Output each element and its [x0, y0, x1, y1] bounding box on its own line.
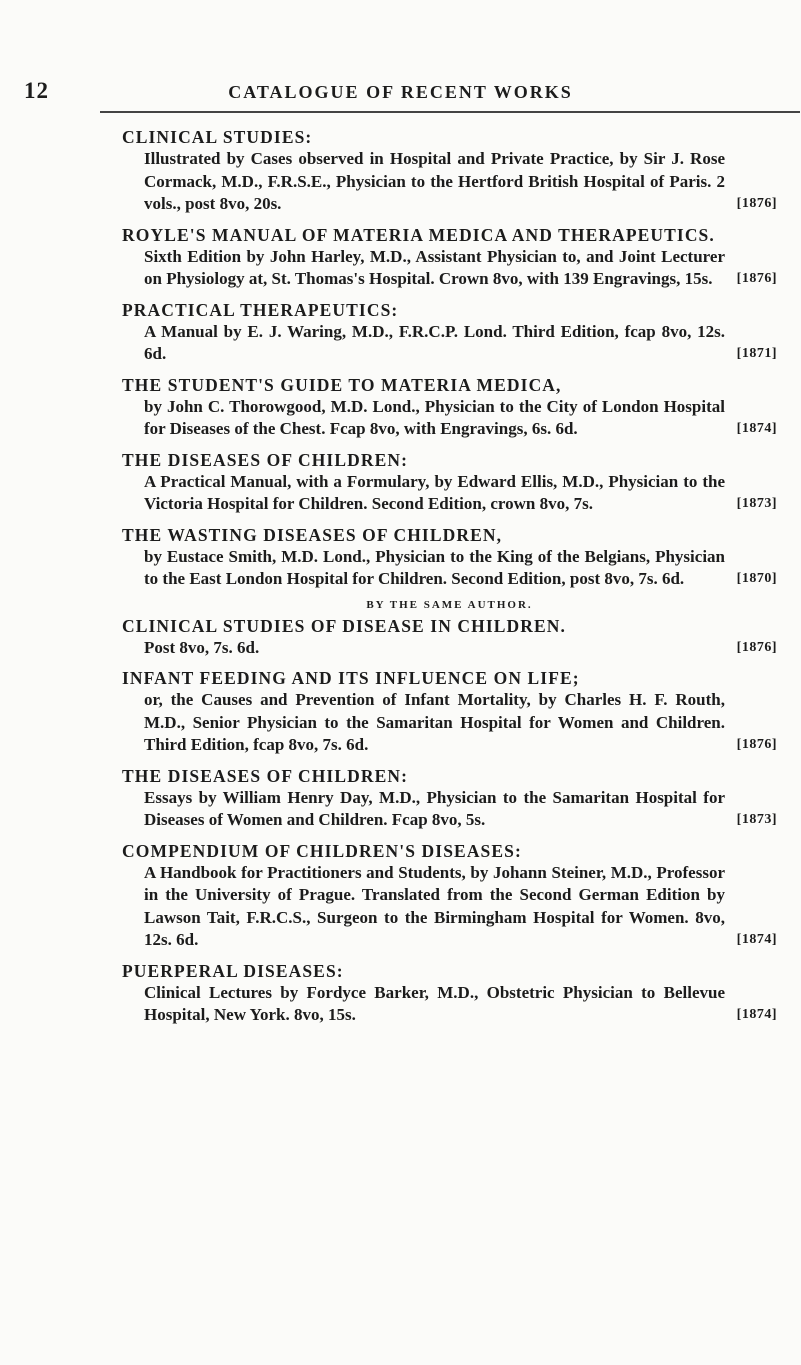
header-rule	[100, 111, 800, 113]
entry-description	[122, 246, 777, 291]
page-number: 12	[24, 78, 49, 103]
entry-description-text: or, the Causes and Prevention of Infant Mortality, by Charles H. F. Routh, M.D., Senior Physician to the Samaritan Hospital for Women and Children. Third Edition, fcap 8vo, 7s. 6d.	[144, 690, 725, 754]
page-header	[24, 78, 777, 108]
entry-title: PUERPERAL DISEASES:	[122, 960, 344, 981]
catalogue-entry	[122, 126, 777, 216]
entry-description-text: Essays by William Henry Day, M.D., Physician to the Samaritan Hospital for Diseases of Women and Children. Fcap 8vo, 5s.	[144, 787, 725, 829]
catalogue-entries	[122, 126, 777, 1035]
catalogue-entry	[122, 524, 777, 591]
entry-year: [1874]	[736, 1007, 777, 1022]
catalogue-entry	[122, 224, 777, 291]
entry-description-text: Sixth Edition by John Harley, M.D., Assistant Physician to, and Joint Lecturer on Physiology at, St. Thomas's Hospital. Crown 8vo, with 139 Engravings, 15s.	[144, 246, 725, 288]
entry-year: [1874]	[736, 421, 777, 436]
entry-description-text: Clinical Lectures by Fordyce Barker, M.D., Obstetric Physician to Bellevue Hospital, New York. 8vo, 15s.	[144, 982, 725, 1024]
entry-description-text: Illustrated by Cases observed in Hospital and Private Practice, by Sir J. Rose Cormack, M.D., F.R.S.E., Physician to the Hertford British Hospital of Paris. 2 vols., post 8vo, 20s.	[144, 149, 725, 213]
entry-description-text: A Handbook for Practitioners and Students, by Johann Steiner, M.D., Professor in the University of Prague. Translated from the Second German Edition by Lawson Tait, F.R.C.S., Surgeon to the Birmingham Hospital for Women. 8vo, 12s. 6d.	[144, 862, 725, 949]
catalogue-entry	[122, 765, 777, 832]
entry-title: INFANT FEEDING AND ITS INFLUENCE ON LIFE;	[122, 668, 580, 688]
entry-title: COMPENDIUM OF CHILDREN'S DISEASES:	[122, 840, 522, 861]
entry-title: CLINICAL STUDIES OF DISEASE IN CHILDREN.	[122, 615, 567, 636]
running-title: CATALOGUE OF RECENT WORKS	[228, 82, 573, 102]
entry-description	[122, 321, 777, 366]
entry-description	[122, 689, 777, 757]
entry-description	[122, 396, 777, 441]
entry-year: [1873]	[736, 496, 777, 511]
same-author-separator: BY THE SAME AUTHOR.	[366, 598, 533, 611]
catalogue-entry	[122, 667, 777, 757]
entry-year: [1870]	[736, 571, 777, 586]
entry-year: [1871]	[736, 346, 777, 361]
entry-title: THE DISEASES OF CHILDREN:	[122, 449, 409, 470]
entry-description	[122, 982, 777, 1027]
entry-year: [1876]	[736, 196, 777, 211]
entry-description-text: by Eustace Smith, M.D. Lond., Physician to the King of the Belgians, Physician to the East London Hospital for Children. Second Edition, post 8vo, 7s. 6d.	[144, 546, 725, 588]
entry-description-text: Post 8vo, 7s. 6d.	[144, 637, 260, 657]
catalogue-entry	[122, 299, 777, 366]
catalogue-entry	[122, 840, 777, 952]
entry-description-text: by John C. Thorowgood, M.D. Lond., Physician to the City of London Hospital for Diseases of the Chest. Fcap 8vo, with Engravings, 6s. 6d.	[144, 396, 725, 438]
catalogue-entry	[122, 960, 777, 1027]
entry-title: CLINICAL STUDIES:	[122, 127, 313, 147]
entry-description	[122, 546, 777, 591]
catalogue-entry	[122, 374, 777, 441]
entry-year: [1873]	[736, 812, 777, 827]
entry-year: [1876]	[736, 737, 777, 752]
entry-title: THE DISEASES OF CHILDREN:	[122, 765, 409, 786]
entry-description-text: A Manual by E. J. Waring, M.D., F.R.C.P. Lond. Third Edition, fcap 8vo, 12s. 6d.	[144, 321, 725, 363]
entry-year: [1874]	[736, 932, 777, 947]
entry-title: THE WASTING DISEASES OF CHILDREN,	[122, 524, 503, 545]
entry-description	[122, 471, 777, 516]
entry-title: THE STUDENT'S GUIDE TO MATERIA MEDICA,	[122, 374, 562, 395]
entry-description	[122, 787, 777, 832]
catalogue-entry	[122, 449, 777, 516]
entry-description	[122, 148, 777, 216]
entry-description	[122, 862, 777, 952]
entry-description-text: A Practical Manual, with a Formulary, by Edward Ellis, M.D., Physician to the Victoria Hospital for Children. Second Edition, crown 8vo, 7s.	[144, 471, 725, 513]
entry-title: PRACTICAL THERAPEUTICS:	[122, 299, 399, 320]
catalogue-entry	[122, 599, 777, 660]
entry-description	[122, 637, 777, 660]
entry-year: [1876]	[736, 639, 777, 655]
entry-year: [1876]	[736, 271, 777, 286]
entry-title: ROYLE'S MANUAL OF MATERIA MEDICA AND THERAPEUTICS.	[122, 224, 715, 245]
